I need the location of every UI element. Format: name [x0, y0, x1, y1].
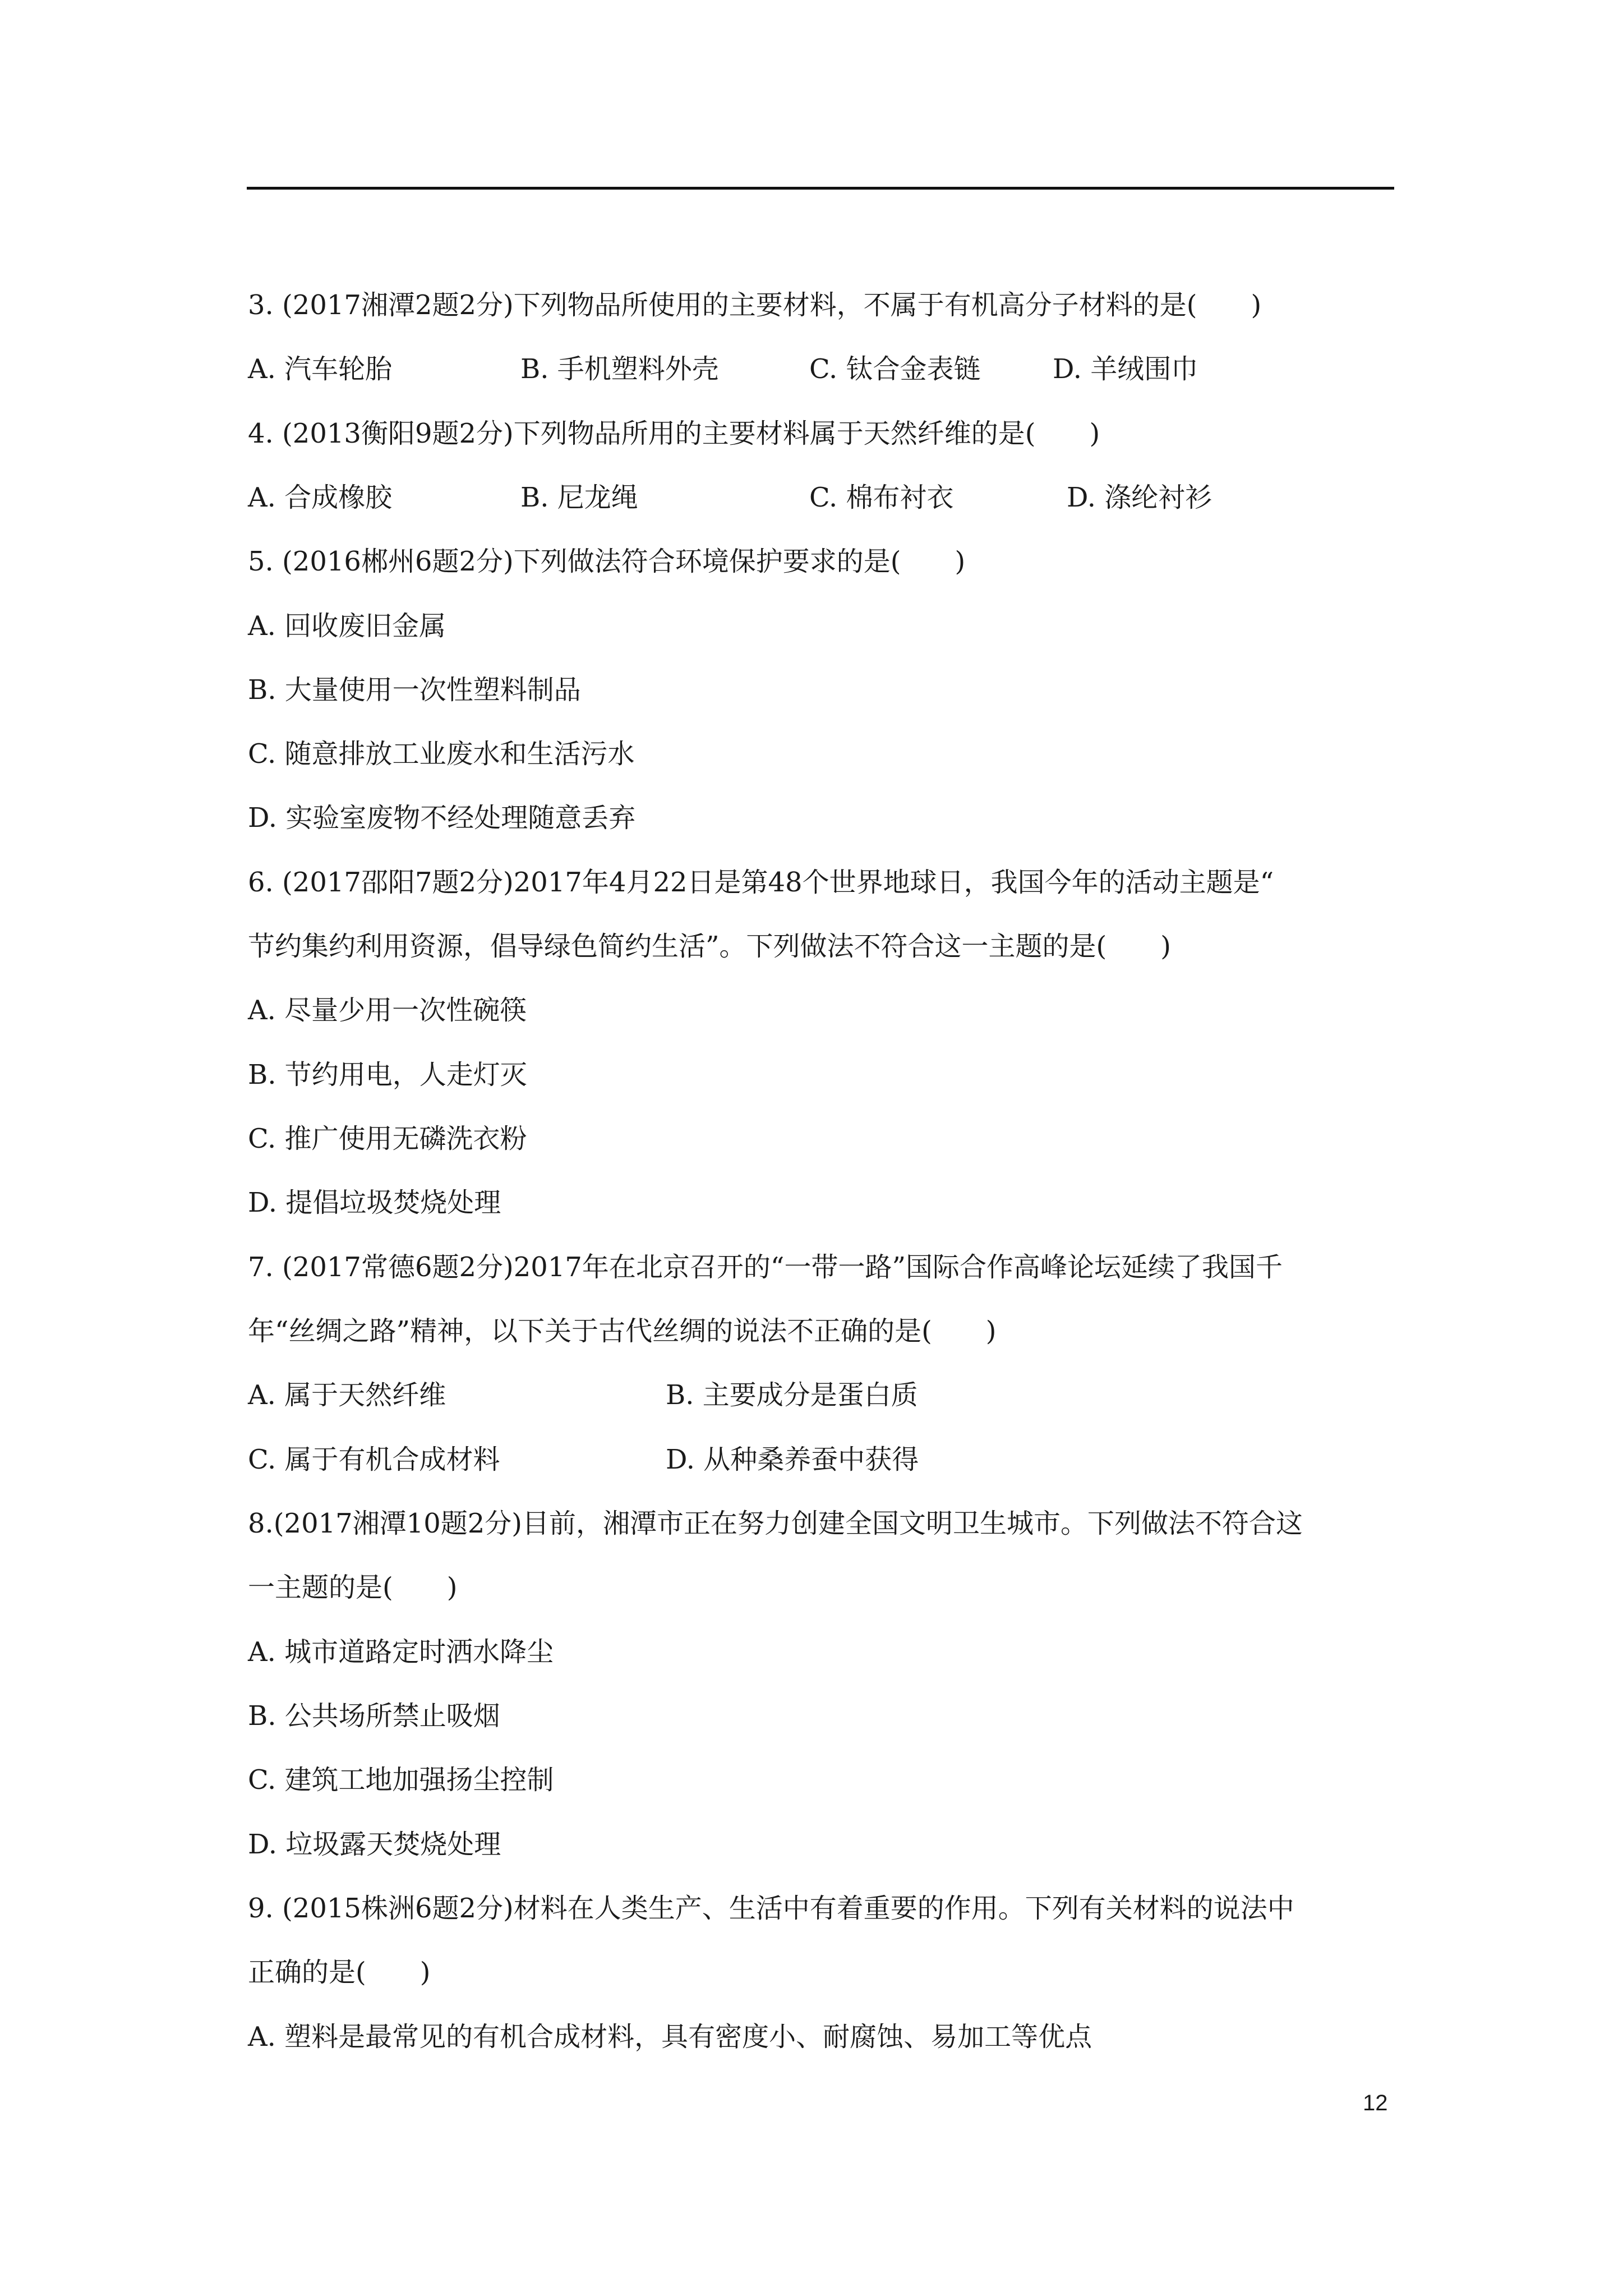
question-3-option-c: C. 钛合金表链 — [809, 353, 981, 385]
question-8-option-c: C. 建筑工地加强扬尘控制 — [248, 1764, 554, 1796]
question-7-stem-line-2: 年“丝绸之路”精神，以下关于古代丝绸的说法不正确的是( ) — [248, 1315, 997, 1347]
question-6-option-d: D. 提倡垃圾焚烧处理 — [248, 1187, 501, 1218]
question-9-option-a: A. 塑料是最常见的有机合成材料，具有密度小、耐腐蚀、易加工等优点 — [248, 2021, 1092, 2053]
question-7-option-b: B. 主要成分是蛋白质 — [666, 1379, 918, 1411]
question-4-stem: 4. (2013衡阳9题2分)下列物品所用的主要材料属于天然纤维的是( ) — [248, 418, 1100, 449]
question-6-option-c: C. 推广使用无磷洗衣粉 — [248, 1123, 527, 1154]
question-3-option-d: D. 羊绒围巾 — [1053, 353, 1198, 385]
question-7-option-a: A. 属于天然纤维 — [248, 1379, 446, 1411]
question-3-option-b: B. 手机塑料外壳 — [520, 353, 719, 385]
question-7-option-c: C. 属于有机合成材料 — [248, 1444, 500, 1475]
question-9-stem-line-1: 9. (2015株洲6题2分)材料在人类生产、生活中有着重要的作用。下列有关材料的说法中 — [248, 1893, 1294, 1924]
question-4-option-c: C. 棉布衬衣 — [809, 482, 954, 513]
question-5-stem: 5. (2016郴州6题2分)下列做法符合环境保护要求的是( ) — [248, 546, 966, 577]
question-6-option-a: A. 尽量少用一次性碗筷 — [248, 995, 527, 1026]
question-7-option-d: D. 从种桑养蚕中获得 — [666, 1444, 919, 1475]
question-8-stem-line-1: 8.(2017湘潭10题2分)目前，湘潭市正在努力创建全国文明卫生城市。下列做法不符合这 — [248, 1508, 1303, 1539]
question-8-option-b: B. 公共场所禁止吸烟 — [248, 1700, 500, 1732]
question-5-option-a: A. 回收废旧金属 — [248, 610, 446, 642]
question-8-option-a: A. 城市道路定时洒水降尘 — [248, 1636, 554, 1668]
question-7-stem-line-1: 7. (2017常德6题2分)2017年在北京召开的“一带一路”国际合作高峰论坛延续了我国千 — [248, 1251, 1283, 1283]
question-6-stem-line-1: 6. (2017邵阳7题2分)2017年4月22日是第48个世界地球日，我国今年的活动主题是“ — [248, 867, 1274, 898]
question-5-option-d: D. 实验室废物不经处理随意丢弃 — [248, 802, 636, 834]
question-3-option-a: A. 汽车轮胎 — [248, 353, 393, 385]
question-6-option-b: B. 节约用电，人走灯灭 — [248, 1059, 527, 1091]
page-number: 12 — [1363, 2091, 1388, 2115]
question-6-stem-line-2: 节约集约利用资源，倡导绿色简约生活”。下列做法不符合这一主题的是( ) — [248, 931, 1171, 962]
question-4-option-d: D. 涤纶衬衫 — [1067, 482, 1212, 513]
question-9-stem-line-2: 正确的是( ) — [248, 1957, 431, 1988]
question-4-option-a: A. 合成橡胶 — [248, 482, 393, 513]
question-3-stem: 3. (2017湘潭2题2分)下列物品所使用的主要材料，不属于有机高分子材料的是( ) — [248, 289, 1262, 321]
question-8-option-d: D. 垃圾露天焚烧处理 — [248, 1829, 501, 1860]
question-8-stem-line-2: 一主题的是( ) — [248, 1572, 458, 1603]
question-5-option-b: B. 大量使用一次性塑料制品 — [248, 674, 581, 706]
header-rule — [247, 187, 1394, 190]
question-5-option-c: C. 随意排放工业废水和生活污水 — [248, 738, 635, 770]
question-4-option-b: B. 尼龙绳 — [520, 482, 638, 513]
